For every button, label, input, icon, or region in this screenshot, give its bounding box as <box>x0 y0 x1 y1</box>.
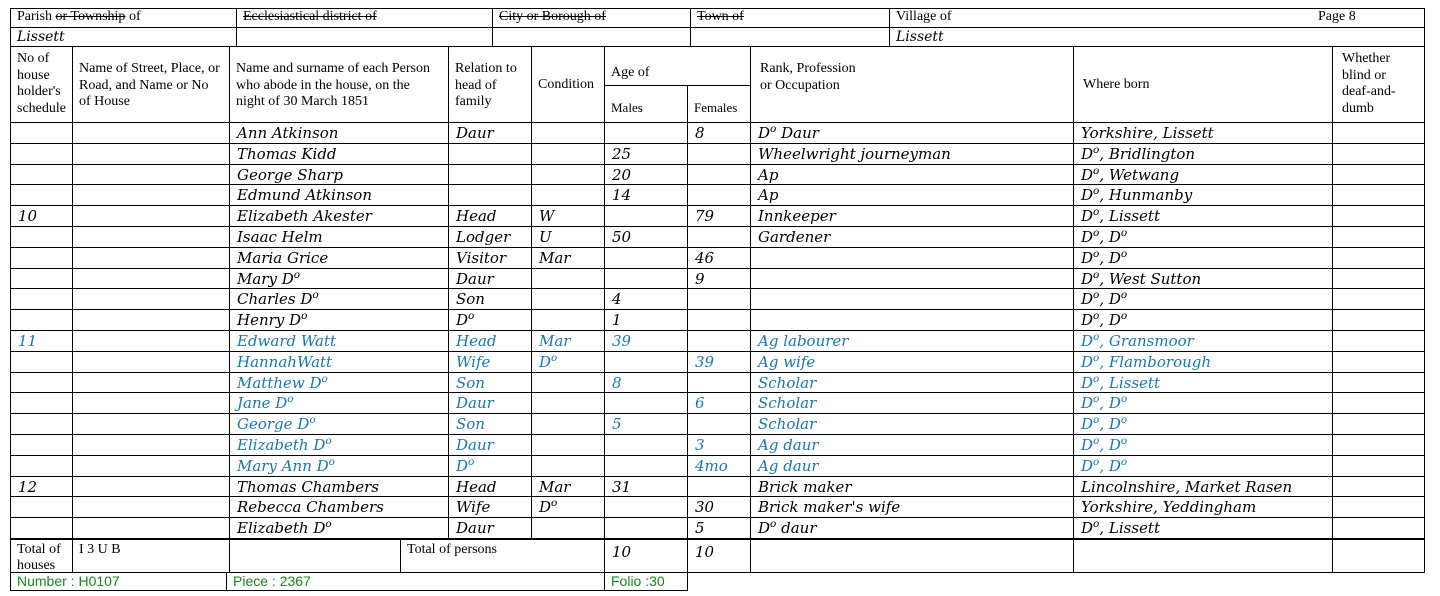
row-20-condition <box>531 517 605 539</box>
row-20-females: 5 <box>687 517 751 539</box>
eccl-district-label <box>236 8 493 28</box>
row-8-born: $D^o$, West Sutton <box>1073 268 1333 289</box>
row-7-females: 46 <box>687 247 751 269</box>
row-11-males: 39 <box>604 330 688 352</box>
row-14-born: $D^o$, $D^o$ <box>1073 392 1333 414</box>
row-10-females <box>687 309 751 331</box>
row-2-females <box>687 143 751 165</box>
row-18-females <box>687 476 751 497</box>
row-13-street <box>72 372 230 393</box>
row-12-females: 39 <box>687 351 751 373</box>
row-19-schedule <box>10 496 73 518</box>
row-17-females: 4mo <box>687 455 751 477</box>
row-4-males: 14 <box>604 184 688 206</box>
page-number: Page 8 <box>1318 9 1356 24</box>
town-label <box>690 8 890 28</box>
row-1-name: Ann Atkinson <box>229 122 449 144</box>
row-13-relation: Son <box>448 372 532 393</box>
total-persons-label: Total of persons <box>400 539 605 573</box>
header-condition: Condition <box>531 46 605 123</box>
row-10-schedule <box>10 309 73 331</box>
row-20-born: $D^o$, Lissett <box>1073 517 1333 539</box>
row-16-blind <box>1332 434 1425 456</box>
row-17-street <box>72 455 230 477</box>
row-11-schedule: 11 <box>10 330 73 352</box>
row-1-condition <box>531 122 605 144</box>
row-16-females: 3 <box>687 434 751 456</box>
row-2-relation <box>448 143 532 165</box>
row-8-condition <box>531 268 605 289</box>
row-14-name: Jane $D^o$ <box>229 392 449 414</box>
row-19-blind <box>1332 496 1425 518</box>
header-males: Males <box>604 85 688 123</box>
row-9-relation: Son <box>448 288 532 310</box>
row-8-name: Mary $D^o$ <box>229 268 449 289</box>
row-19-females: 30 <box>687 496 751 518</box>
row-13-born: $D^o$, Lissett <box>1073 372 1333 393</box>
row-4-occupation: Ap <box>750 184 1074 206</box>
row-18-relation: Head <box>448 476 532 497</box>
row-16-born: $D^o$, $D^o$ <box>1073 434 1333 456</box>
row-17-relation: $D^o$ <box>448 455 532 477</box>
row-9-condition <box>531 288 605 310</box>
row-17-males <box>604 455 688 477</box>
row-1-street <box>72 122 230 144</box>
row-20-occupation: $D^o$ daur <box>750 517 1074 539</box>
row-3-name: George Sharp <box>229 164 449 185</box>
header-blind: Whether blind or deaf-and-dumb <box>1332 46 1425 123</box>
row-5-schedule: 10 <box>10 205 73 227</box>
row-10-born: $D^o$, $D^o$ <box>1073 309 1333 331</box>
row-10-relation: $D^o$ <box>448 309 532 331</box>
row-19-males <box>604 496 688 518</box>
row-15-street <box>72 413 230 435</box>
row-20-blind <box>1332 517 1425 539</box>
header-street: Name of Street, Place, or Road, and Name or No of House <box>72 46 230 123</box>
row-10-occupation <box>750 309 1074 331</box>
row-11-born: $D^o$, Gransmoor <box>1073 330 1333 352</box>
row-3-schedule <box>10 164 73 185</box>
row-3-born: $D^o$, Wetwang <box>1073 164 1333 185</box>
village-text: Village of <box>896 9 952 24</box>
row-20-street <box>72 517 230 539</box>
row-9-born: $D^o$, $D^o$ <box>1073 288 1333 310</box>
total-born-blank <box>1073 539 1333 573</box>
row-12-blind <box>1332 351 1425 373</box>
row-13-females <box>687 372 751 393</box>
row-17-schedule <box>10 455 73 477</box>
row-8-blind <box>1332 268 1425 289</box>
row-19-name: Rebecca Chambers <box>229 496 449 518</box>
row-11-females <box>687 330 751 352</box>
row-15-relation: Son <box>448 413 532 435</box>
row-18-blind <box>1332 476 1425 497</box>
row-17-condition <box>531 455 605 477</box>
row-15-schedule <box>10 413 73 435</box>
row-7-schedule <box>10 247 73 269</box>
row-14-street <box>72 392 230 414</box>
row-4-name: Edmund Atkinson <box>229 184 449 206</box>
parish-label <box>10 8 237 28</box>
row-8-occupation <box>750 268 1074 289</box>
row-7-street <box>72 247 230 269</box>
header-occupation <box>750 46 1074 123</box>
footer-piece: Piece : 2367 <box>226 572 605 591</box>
eccl-value <box>236 27 493 47</box>
row-6-females <box>687 226 751 248</box>
footer-number: Number : H0107 <box>10 572 227 591</box>
row-15-condition <box>531 413 605 435</box>
row-7-occupation <box>750 247 1074 269</box>
row-6-name: Isaac Helm <box>229 226 449 248</box>
parish-prefix: Parish <box>17 9 56 24</box>
row-15-occupation: Scholar <box>750 413 1074 435</box>
row-3-condition <box>531 164 605 185</box>
row-12-street <box>72 351 230 373</box>
row-18-born: Lincolnshire, Market Rasen <box>1073 476 1333 497</box>
row-1-relation: Daur <box>448 122 532 144</box>
row-6-street <box>72 226 230 248</box>
header-relation: Relation to head of family <box>448 46 532 123</box>
row-5-females: 79 <box>687 205 751 227</box>
total-houses-label: Total of houses <box>10 539 73 573</box>
row-12-name: HannahWatt <box>229 351 449 373</box>
row-13-condition <box>531 372 605 393</box>
row-10-name: Henry $D^o$ <box>229 309 449 331</box>
row-12-relation: Wife <box>448 351 532 373</box>
row-18-name: Thomas Chambers <box>229 476 449 497</box>
row-12-schedule <box>10 351 73 373</box>
row-14-condition <box>531 392 605 414</box>
row-16-males <box>604 434 688 456</box>
eccl-text: Ecclesiastical district of <box>243 9 377 24</box>
row-1-males <box>604 122 688 144</box>
row-18-males: 31 <box>604 476 688 497</box>
row-5-blind <box>1332 205 1425 227</box>
row-2-born: $D^o$, Bridlington <box>1073 143 1333 165</box>
row-13-blind <box>1332 372 1425 393</box>
row-6-occupation: Gardener <box>750 226 1074 248</box>
row-2-occupation: Wheelwright journeyman <box>750 143 1074 165</box>
row-6-born: $D^o$, $D^o$ <box>1073 226 1333 248</box>
row-1-schedule <box>10 122 73 144</box>
row-7-condition: Mar <box>531 247 605 269</box>
row-9-occupation <box>750 288 1074 310</box>
total-occupation-blank <box>750 539 1074 573</box>
parish-suffix: of <box>125 9 141 24</box>
row-16-street <box>72 434 230 456</box>
row-5-condition: W <box>531 205 605 227</box>
row-4-females <box>687 184 751 206</box>
row-13-males: 8 <box>604 372 688 393</box>
row-6-blind <box>1332 226 1425 248</box>
row-2-blind <box>1332 143 1425 165</box>
row-3-females <box>687 164 751 185</box>
row-10-blind <box>1332 309 1425 331</box>
row-16-relation: Daur <box>448 434 532 456</box>
row-7-born: $D^o$, $D^o$ <box>1073 247 1333 269</box>
row-14-males <box>604 392 688 414</box>
village-label <box>889 8 1425 28</box>
row-9-males: 4 <box>604 288 688 310</box>
town-text: Town of <box>697 9 744 24</box>
total-blind-blank <box>1332 539 1425 573</box>
row-4-street <box>72 184 230 206</box>
row-2-street <box>72 143 230 165</box>
row-8-relation: Daur <box>448 268 532 289</box>
header-occupation-text: Rank, Profession or Occupation <box>760 61 856 93</box>
row-4-born: $D^o$, Hunmanby <box>1073 184 1333 206</box>
footer-folio: Folio :30 <box>604 572 688 591</box>
row-9-blind <box>1332 288 1425 310</box>
row-4-schedule <box>10 184 73 206</box>
row-2-males: 25 <box>604 143 688 165</box>
row-11-condition: Mar <box>531 330 605 352</box>
row-16-occupation: Ag daur <box>750 434 1074 456</box>
village-value: Lissett <box>889 27 1425 47</box>
row-10-street <box>72 309 230 331</box>
row-8-street <box>72 268 230 289</box>
row-4-condition <box>531 184 605 206</box>
row-5-born: $D^o$, Lissett <box>1073 205 1333 227</box>
row-11-blind <box>1332 330 1425 352</box>
city-value <box>492 27 691 47</box>
row-18-schedule: 12 <box>10 476 73 497</box>
row-2-condition <box>531 143 605 165</box>
row-14-occupation: Scholar <box>750 392 1074 414</box>
row-19-born: Yorkshire, Yeddingham <box>1073 496 1333 518</box>
row-12-born: $D^o$, Flamborough <box>1073 351 1333 373</box>
row-18-condition: Mar <box>531 476 605 497</box>
row-7-relation: Visitor <box>448 247 532 269</box>
city-borough-label <box>492 8 691 28</box>
row-9-schedule <box>10 288 73 310</box>
row-3-occupation: Ap <box>750 164 1074 185</box>
row-19-occupation: Brick maker's wife <box>750 496 1074 518</box>
row-7-blind <box>1332 247 1425 269</box>
row-2-schedule <box>10 143 73 165</box>
row-1-born: Yorkshire, Lissett <box>1073 122 1333 144</box>
header-females: Females <box>687 85 751 123</box>
header-name: Name and surname of each Person who abode in the house, on the night of 30 March 1851 <box>229 46 449 123</box>
header-schedule: No of house holder's schedule <box>10 46 73 123</box>
row-16-condition <box>531 434 605 456</box>
row-20-name: Elizabeth $D^o$ <box>229 517 449 539</box>
row-13-name: Matthew $D^o$ <box>229 372 449 393</box>
row-19-condition: $D^o$ <box>531 496 605 518</box>
row-9-females <box>687 288 751 310</box>
row-4-blind <box>1332 184 1425 206</box>
row-10-condition <box>531 309 605 331</box>
row-13-occupation: Scholar <box>750 372 1074 393</box>
row-10-males: 1 <box>604 309 688 331</box>
row-14-females: 6 <box>687 392 751 414</box>
row-11-name: Edward Watt <box>229 330 449 352</box>
row-16-schedule <box>10 434 73 456</box>
row-9-name: Charles $D^o$ <box>229 288 449 310</box>
row-7-name: Maria Grice <box>229 247 449 269</box>
row-8-schedule <box>10 268 73 289</box>
row-6-schedule <box>10 226 73 248</box>
parish-struck-text: or Township <box>55 9 126 24</box>
row-17-occupation: Ag daur <box>750 455 1074 477</box>
row-15-born: $D^o$, $D^o$ <box>1073 413 1333 435</box>
header-age: Age of <box>604 46 751 86</box>
row-14-relation: Daur <box>448 392 532 414</box>
row-3-street <box>72 164 230 185</box>
row-8-males <box>604 268 688 289</box>
row-1-females: 8 <box>687 122 751 144</box>
row-5-relation: Head <box>448 205 532 227</box>
row-6-males: 50 <box>604 226 688 248</box>
row-9-street <box>72 288 230 310</box>
header-born: Where born <box>1073 46 1333 123</box>
row-20-schedule <box>10 517 73 539</box>
row-18-street <box>72 476 230 497</box>
row-15-females <box>687 413 751 435</box>
row-3-relation <box>448 164 532 185</box>
row-15-blind <box>1332 413 1425 435</box>
row-5-name: Elizabeth Akester <box>229 205 449 227</box>
row-11-street <box>72 330 230 352</box>
row-7-males <box>604 247 688 269</box>
row-14-schedule <box>10 392 73 414</box>
city-text: City or Borough of <box>499 9 606 24</box>
row-4-relation <box>448 184 532 206</box>
total-males: 10 <box>604 539 688 573</box>
row-17-name: Mary Ann $D^o$ <box>229 455 449 477</box>
row-8-females: 9 <box>687 268 751 289</box>
row-15-males: 5 <box>604 413 688 435</box>
row-15-name: George $D^o$ <box>229 413 449 435</box>
row-12-males <box>604 351 688 373</box>
row-3-males: 20 <box>604 164 688 185</box>
row-20-males <box>604 517 688 539</box>
row-1-occupation: $D^o$ Daur <box>750 122 1074 144</box>
row-17-blind <box>1332 455 1425 477</box>
row-6-relation: Lodger <box>448 226 532 248</box>
row-19-street <box>72 496 230 518</box>
row-12-occupation: Ag wife <box>750 351 1074 373</box>
row-17-born: $D^o$, $D^o$ <box>1073 455 1333 477</box>
row-19-relation: Wife <box>448 496 532 518</box>
row-18-occupation: Brick maker <box>750 476 1074 497</box>
parish-value: Lissett <box>10 27 237 47</box>
row-20-relation: Daur <box>448 517 532 539</box>
row-3-blind <box>1332 164 1425 185</box>
total-houses-value: I 3 U B <box>72 539 230 573</box>
row-11-relation: Head <box>448 330 532 352</box>
town-value <box>690 27 890 47</box>
row-12-condition: $D^o$ <box>531 351 605 373</box>
row-5-males <box>604 205 688 227</box>
row-16-name: Elizabeth $D^o$ <box>229 434 449 456</box>
total-females: 10 <box>687 539 751 573</box>
row-1-blind <box>1332 122 1425 144</box>
row-6-condition: U <box>531 226 605 248</box>
row-2-name: Thomas Kidd <box>229 143 449 165</box>
row-13-schedule <box>10 372 73 393</box>
row-11-occupation: Ag labourer <box>750 330 1074 352</box>
row-5-street <box>72 205 230 227</box>
row-14-blind <box>1332 392 1425 414</box>
row-5-occupation: Innkeeper <box>750 205 1074 227</box>
total-blank <box>229 539 401 573</box>
